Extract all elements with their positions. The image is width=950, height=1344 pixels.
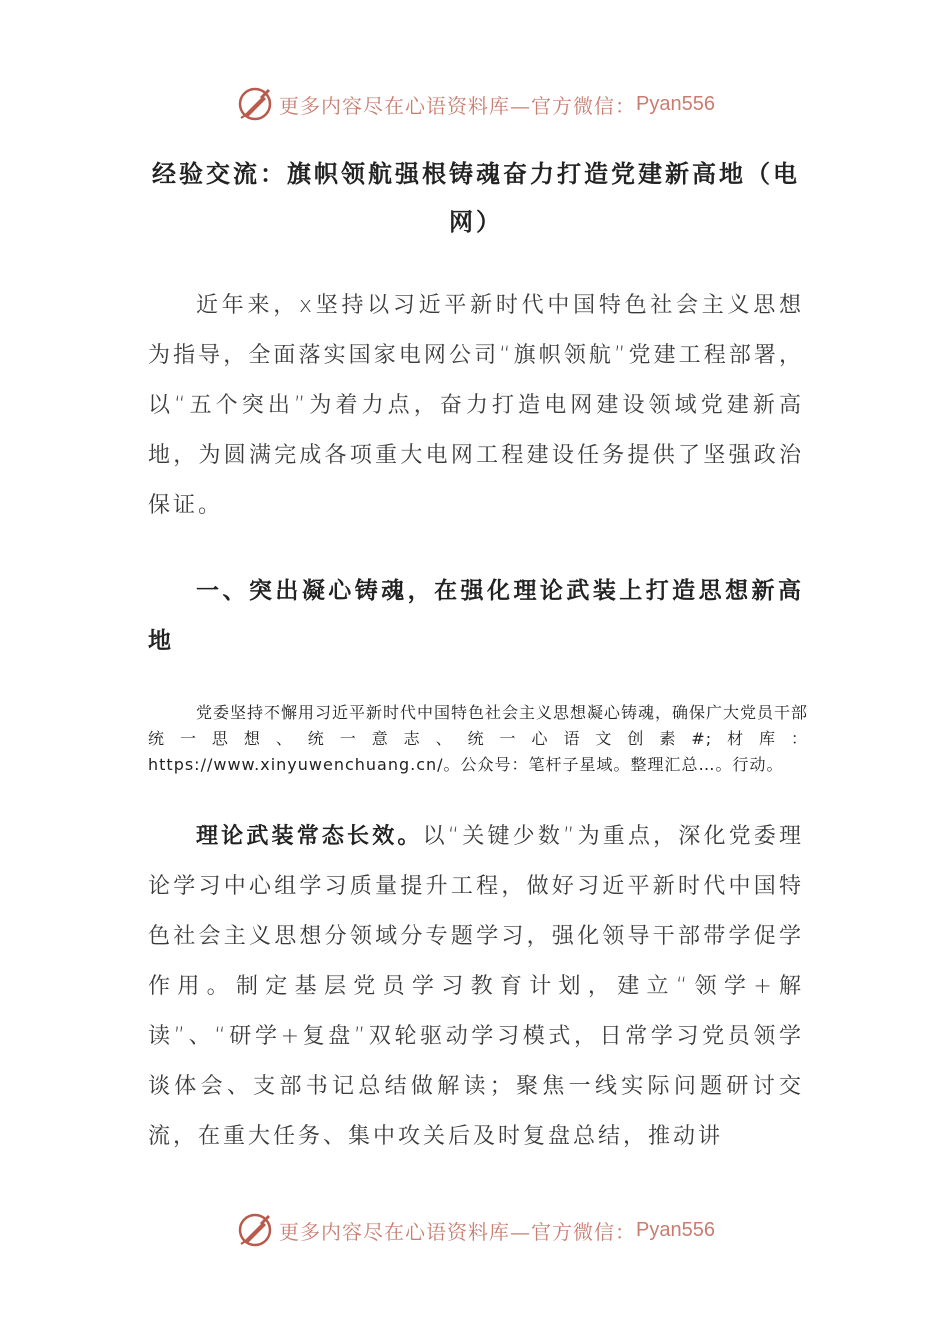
section-note: 党委坚持不懈用习近平新时代中国特色社会主义思想凝心铸魂，确保广大党员干部统一思想、统一意志、统一心语文创素#;材库：https://www.xinyuwenchuang.cn/。公众号：笔杆子星域。整理汇总…。行动。	[148, 703, 809, 774]
pen-logo-icon	[235, 84, 275, 124]
body-paragraph	[148, 812, 804, 1162]
banner-wechat-id: Pyan556	[636, 1218, 715, 1241]
banner-text: 更多内容尽在心语资料库—官方微信：	[279, 1219, 637, 1244]
pen-logo-icon	[235, 1210, 275, 1250]
footer-banner	[0, 1208, 950, 1252]
intro-paragraph: 近年来，x坚持以习近平新时代中国特色社会主义思想为指导，全面落实国家电网公司“旗帜领航”党建工程部署，以“五个突出”为着力点，奋力打造电网建设领域党建新高地，为圆满完成各项重大电网工程建设任务提供了坚强政治保证。	[148, 293, 804, 518]
paragraph-body: 以“关键少数”为重点，深化党委理论学习中心组学习质量提升工程，做好习近平新时代中国特色社会主义思想分领域分专题学习，强化领导干部带学促学作用。制定基层党员学习教育计划，建立“领学+解读”、“研学+复盘”双轮驱动学习模式，日常学习党员领学谈体会、支部书记总结做解读；聚焦一线实际问题研讨交流，在重大任务、集中攻关后及时复盘总结，推动讲	[148, 824, 804, 1149]
banner-wechat-id: Pyan556	[636, 92, 715, 115]
header-banner	[0, 82, 950, 126]
section-heading: 一、突出凝心铸魂，在强化理论武装上打造思想新高地	[148, 578, 804, 654]
banner-text: 更多内容尽在心语资料库—官方微信：	[279, 93, 637, 118]
document-title: 经验交流：旗帜领航强根铸魂奋力打造党建新高地（电网）	[152, 160, 800, 236]
paragraph-lead: 理论武装常态长效。	[196, 824, 423, 849]
